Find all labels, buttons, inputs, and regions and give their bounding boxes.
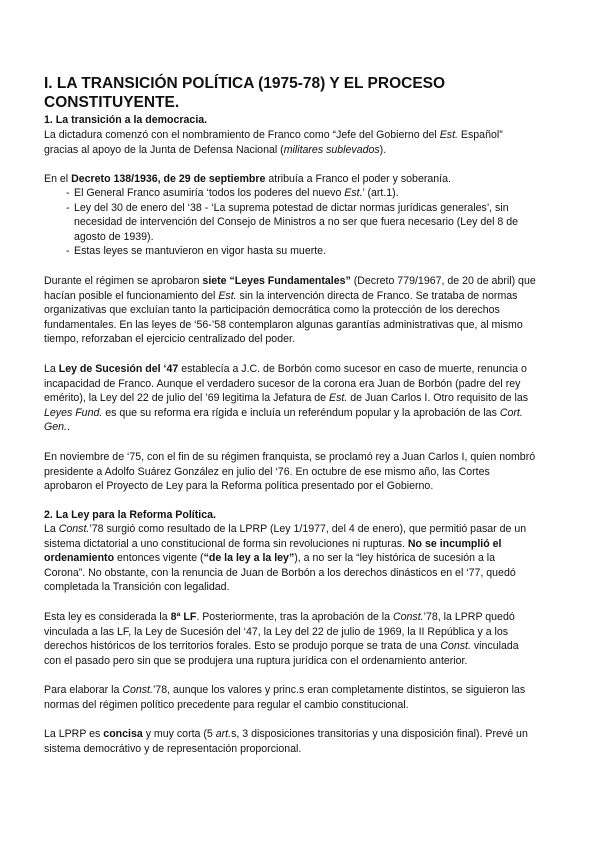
title-line: I. LA TRANSICIÓN POLÍTICA (1975-78) Y EL PROCESO: [44, 75, 446, 92]
list-item: - El General Franco asumiría ‘todos los poderes del nuevo Est.’ (art.1).: [66, 187, 399, 199]
document-title: [44, 74, 564, 112]
paragraph-succession-law: La Ley de Sucesión del ‘47 establecía a J.C. de Borbón como sucesor en caso de muerte, renuncia o incapacidad de Franco. Aunque el verdadero sucesor de la corona era Juan de Borbón (padre del rey emérito), la Ley del 22 de julio del ’69 legitima la Jefatura de Est. de Juan Carlos I. Otro requisito de las Leyes Fund. es que su reforma era rígida e incluía un referéndum popular y la aprobación de las Cort. Gen..: [44, 363, 529, 433]
paragraph-lprp-origin: La Const.’78 surgió como resultado de la LPRP (Ley 1/1977, del 4 de enero), que permitió pasar de un sistema dictatorial a uno constitucional de forma sin revoluciones ni rupturas. No se incumplió el ordenamiento entonces vigente (“de la ley a la ley”), a no ser la “ley histórica de sucesión a la Corona”. No obstante, con la renuncia de Juan de Borbón a los derechos dinásticos en el ‘77, quedó completada la Transición con legalidad.: [44, 523, 527, 593]
paragraph-juan-carlos: En noviembre de ‘75, con el fin de su régimen franquista, se proclamó rey a Juan Carlos I, quien nombró presidente a Adolfo Suárez González en julio del ‘76. En octubre de ese mismo año, las Cortes aprobaron el Proyecto de Ley para la Reforma política presentado por el Gobierno.: [44, 451, 536, 492]
powers-list: [44, 186, 564, 259]
list-item: - Ley del 30 de enero del ‘38 - ‘La suprema potestad de dictar normas jurídicas generales’, sin necesidad de intervención del Consejo de Ministros a no ser que fuera necesario (Ley del 8 de agosto de 1939).: [66, 201, 519, 243]
paragraph-dictatorship-origin: La dictadura comenzó con el nombramiento de Franco como “Jefe del Gobierno del Est. Español” gracias al apoyo de la Junta de Defensa Nacional (militares sublevados).: [44, 129, 503, 156]
section-heading-transition: 1. La transición a la democracia.: [44, 114, 208, 126]
paragraph-eighth-lf: Esta ley es considerada la 8ª LF. Posteriormente, tras la aprobación de la Const.’78, la LPRP quedó vinculada a las LF, la Ley de Sucesión del ‘47, la Ley del 22 de julio de 1969, la II República y a los derechos históricos de los territorios forales. Esto se produjo porque se trata de una Const. vinculada con el pasado pero sin que se produjera una ruptura jurídica con el ordenamiento anterior.: [44, 611, 519, 667]
list-item: - Estas leyes se mantuvieron en vigor hasta su muerte.: [66, 245, 327, 257]
section-heading-reform-law: 2. La Ley para la Reforma Política.: [44, 509, 216, 521]
paragraph-lprp-concise: La LPRP es concisa y muy corta (5 art.s, 3 disposiciones transitorias y una disposición final). Prevé un sistema democrátivo y de representación proporcional.: [44, 728, 528, 755]
paragraph-decree-138: En el Decreto 138/1936, de 29 de septiembre atribuía a Franco el poder y soberanía.: [44, 173, 451, 185]
paragraph-elaboration: Para elaborar la Const.’78, aunque los valores y princ.s eran completamente distintos, se siguieron las normas del régimen político precedente para regular el cambio constitucional.: [44, 684, 526, 711]
title-line: CONSTITUYENTE.: [44, 94, 180, 111]
paragraph-fundamental-laws: Durante el régimen se aprobaron siete “Leyes Fundamentales” (Decreto 779/1967, de 20 de abril) que hacían posible el funcionamiento del Est. sin la intervención directa de Franco. Se trataba de normas organizativas que excluían tanto la participación democrática como la protección de los derechos fundamentales. En las leyes de ‘56-’58 contemplaron algunas garantías administrativas que, al mismo tiempo, reforzaban el ejercicio centralizado del poder.: [44, 275, 536, 345]
